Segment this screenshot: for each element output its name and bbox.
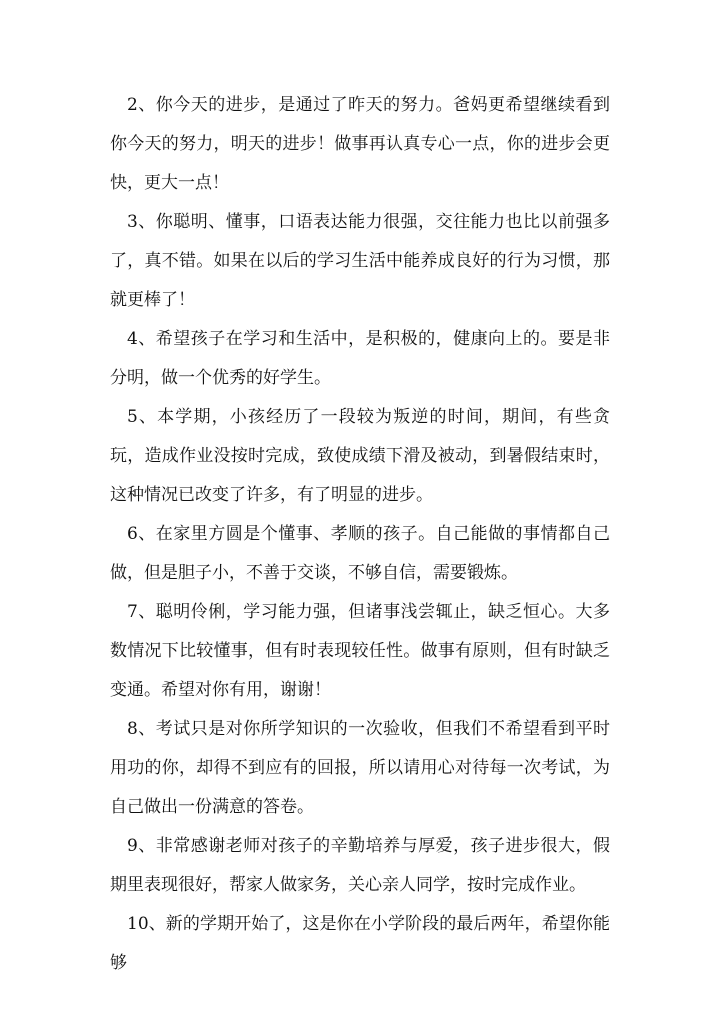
paragraph-2: 2、你今天的进步，是通过了昨天的努力。爸妈更希望继续看到你今天的努力，明天的进步！做事再认真专心一点，你的进步会更快，更大一点！	[110, 95, 610, 193]
paragraph-4: 4、希望孩子在学习和生活中，是积极的，健康向上的。要是非分明，做一个优秀的好学生。	[110, 329, 610, 388]
document-body	[110, 86, 610, 983]
paragraph-6: 6、在家里方圆是个懂事、孝顺的孩子。自己能做的事情都自己做，但是胆子小，不善于交谈，不够自信，需要锻炼。	[110, 524, 610, 583]
paragraph-8: 8、考试只是对你所学知识的一次验收，但我们不希望看到平时用功的你，却得不到应有的回报，所以请用心对待每一次考试，为自己做出一份满意的答卷。	[110, 719, 610, 817]
paragraph-3: 3、你聪明、懂事，口语表达能力很强，交往能力也比以前强多了，真不错。如果在以后的学习生活中能养成良好的行为习惯，那就更棒了！	[110, 212, 610, 310]
paragraph-5: 5、本学期，小孩经历了一段较为叛逆的时间，期间，有些贪玩，造成作业没按时完成，致使成绩下滑及被动，到暑假结束时，这种情况已改变了许多，有了明显的进步。	[110, 407, 610, 505]
paragraph-10: 10、新的学期开始了，这是你在小学阶段的最后两年，希望你能够	[110, 914, 610, 973]
paragraph-7: 7、聪明伶俐，学习能力强，但诸事浅尝辄止，缺乏恒心。大多数情况下比较懂事，但有时表现较任性。做事有原则，但有时缺乏变通。希望对你有用，谢谢！	[110, 602, 610, 700]
paragraph-9: 9、非常感谢老师对孩子的辛勤培养与厚爱，孩子进步很大，假期里表现很好，帮家人做家务，关心亲人同学，按时完成作业。	[110, 836, 610, 895]
